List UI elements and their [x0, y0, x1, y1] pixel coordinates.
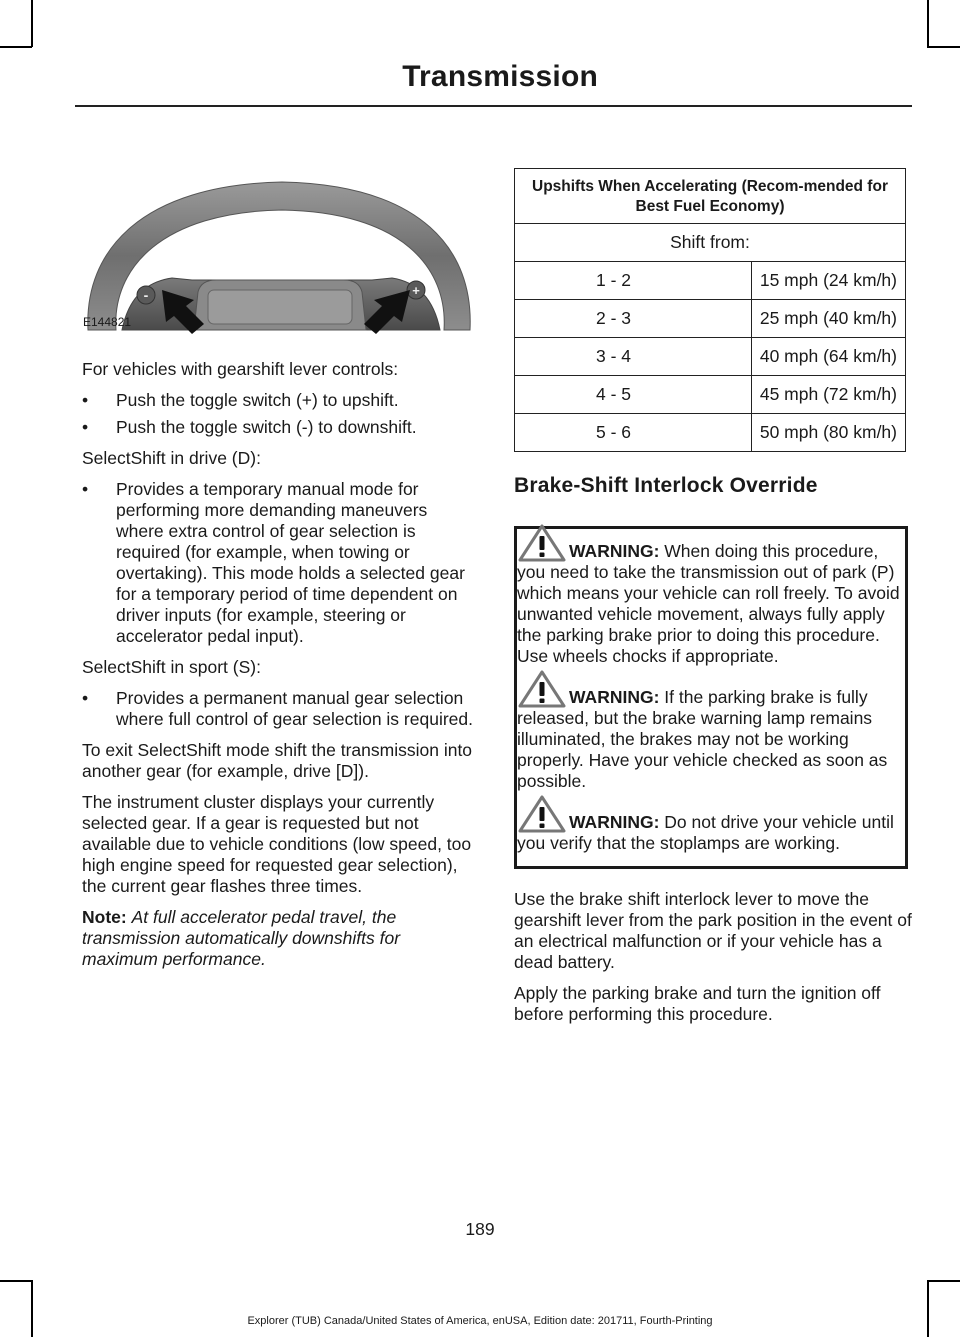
warning-text: If the parking brake is fully released, but the brake warning lamp remains illuminated, the brakes may not be working properly. Have your vehicle checked as soon as possible. [517, 687, 888, 791]
list-item: • Provides a permanent manual gear selection where full control of gear selection is required. [82, 688, 477, 730]
sport-bullet-list [82, 688, 477, 730]
table-row [515, 338, 906, 376]
table-cell-speed: 25 mph (40 km/h) [752, 300, 906, 338]
warning-triangle-icon [517, 794, 567, 834]
figure-code: E144821 [83, 315, 132, 329]
table-subheader: Shift from: [515, 224, 906, 262]
warning-triangle-icon [517, 669, 567, 709]
drive-bullet-list [82, 479, 477, 647]
svg-text:+: + [412, 283, 420, 298]
table-row [515, 414, 906, 452]
note-text: At full accelerator pedal travel, the transmission automatically downshifts for maximum performance. [82, 907, 401, 969]
right-column [514, 168, 914, 1035]
intro-text: For vehicles with gearshift lever controls: [82, 359, 399, 379]
list-item: • Push the toggle switch (-) to downshift. [82, 417, 477, 438]
crop-mark [0, 46, 32, 48]
interlock-paragraph: Use the brake shift interlock lever to move the gearshift lever from the park position in the event of an electrical malfunction or if your vehicle has a dead battery. [514, 889, 912, 972]
crop-mark [927, 0, 929, 47]
crop-mark [31, 0, 33, 47]
table-cell-range: 2 - 3 [515, 300, 752, 338]
table-row [515, 300, 906, 338]
table-cell-speed: 50 mph (80 km/h) [752, 414, 906, 452]
list-item: • Push the toggle switch (+) to upshift. [82, 390, 477, 411]
warning-label: WARNING: [569, 687, 660, 707]
drive-heading: SelectShift in drive (D): [82, 448, 261, 468]
warning-item [517, 541, 905, 667]
section-title: Brake-Shift Interlock Override [514, 474, 818, 497]
table-cell-range: 4 - 5 [515, 376, 752, 414]
warning-text: Do not drive your vehicle until you verify that the stoplamps are working. [517, 812, 894, 853]
warning-triangle-icon [517, 523, 567, 563]
header-rule [75, 105, 912, 107]
crop-mark [0, 1280, 32, 1282]
note-paragraph [82, 907, 477, 970]
crop-mark [927, 46, 960, 48]
list-item: • Provides a temporary manual mode for performing more demanding maneuvers where extra control of gear selection is required (for example, when towing or overtaking). This mode holds a selected gear for a temporary period of time dependent on driver inputs (for example, steering or accelerator pedal input). [82, 479, 477, 647]
page-header-title: Transmission [402, 60, 598, 93]
warning-label: WARNING: [569, 812, 660, 832]
table-cell-range: 5 - 6 [515, 414, 752, 452]
upshift-table [514, 168, 906, 452]
toggle-bullet-list [82, 390, 477, 438]
steering-wheel-illustration [82, 130, 477, 335]
warning-box [514, 526, 908, 869]
crop-mark [31, 1280, 33, 1337]
table-row [515, 376, 906, 414]
warning-item [517, 687, 905, 792]
table-row [515, 262, 906, 300]
page-footer: Explorer (TUB) Canada/United States of America, enUSA, Edition date: 201711, Fourth-Printing [247, 1315, 713, 1327]
sport-heading: SelectShift in sport (S): [82, 657, 261, 677]
steering-wheel-figure [82, 130, 477, 335]
warning-text: When doing this procedure, you need to take the transmission out of park (P) which means your vehicle can roll freely. To avoid unwanted vehicle movement, always fully apply the parking brake prior to doing this procedure. Use wheels chocks if appropriate. [517, 541, 900, 666]
crop-mark [927, 1280, 929, 1337]
warning-label: WARNING: [569, 541, 660, 561]
note-label: Note: [82, 907, 127, 927]
page-number: 189 [465, 1219, 495, 1239]
svg-text:-: - [143, 287, 149, 303]
table-cell-range: 3 - 4 [515, 338, 752, 376]
table-cell-speed: 15 mph (24 km/h) [752, 262, 906, 300]
warning-item [517, 812, 905, 854]
left-column [82, 130, 477, 980]
table-cell-speed: 40 mph (64 km/h) [752, 338, 906, 376]
table-cell-range: 1 - 2 [515, 262, 752, 300]
cluster-paragraph: The instrument cluster displays your currently selected gear. If a gear is requested but not available due to vehicle conditions (low speed, too high engine speed for requested gear selection), the current gear flashes three times. [82, 792, 472, 896]
table-title: Upshifts When Accelerating (Recom-mended for Best Fuel Economy) [515, 169, 906, 224]
crop-mark [927, 1280, 960, 1282]
parking-brake-paragraph: Apply the parking brake and turn the ignition off before performing this procedure. [514, 983, 881, 1024]
exit-paragraph: To exit SelectShift mode shift the transmission into another gear (for example, drive [D]). [82, 740, 473, 781]
table-cell-speed: 45 mph (72 km/h) [752, 376, 906, 414]
